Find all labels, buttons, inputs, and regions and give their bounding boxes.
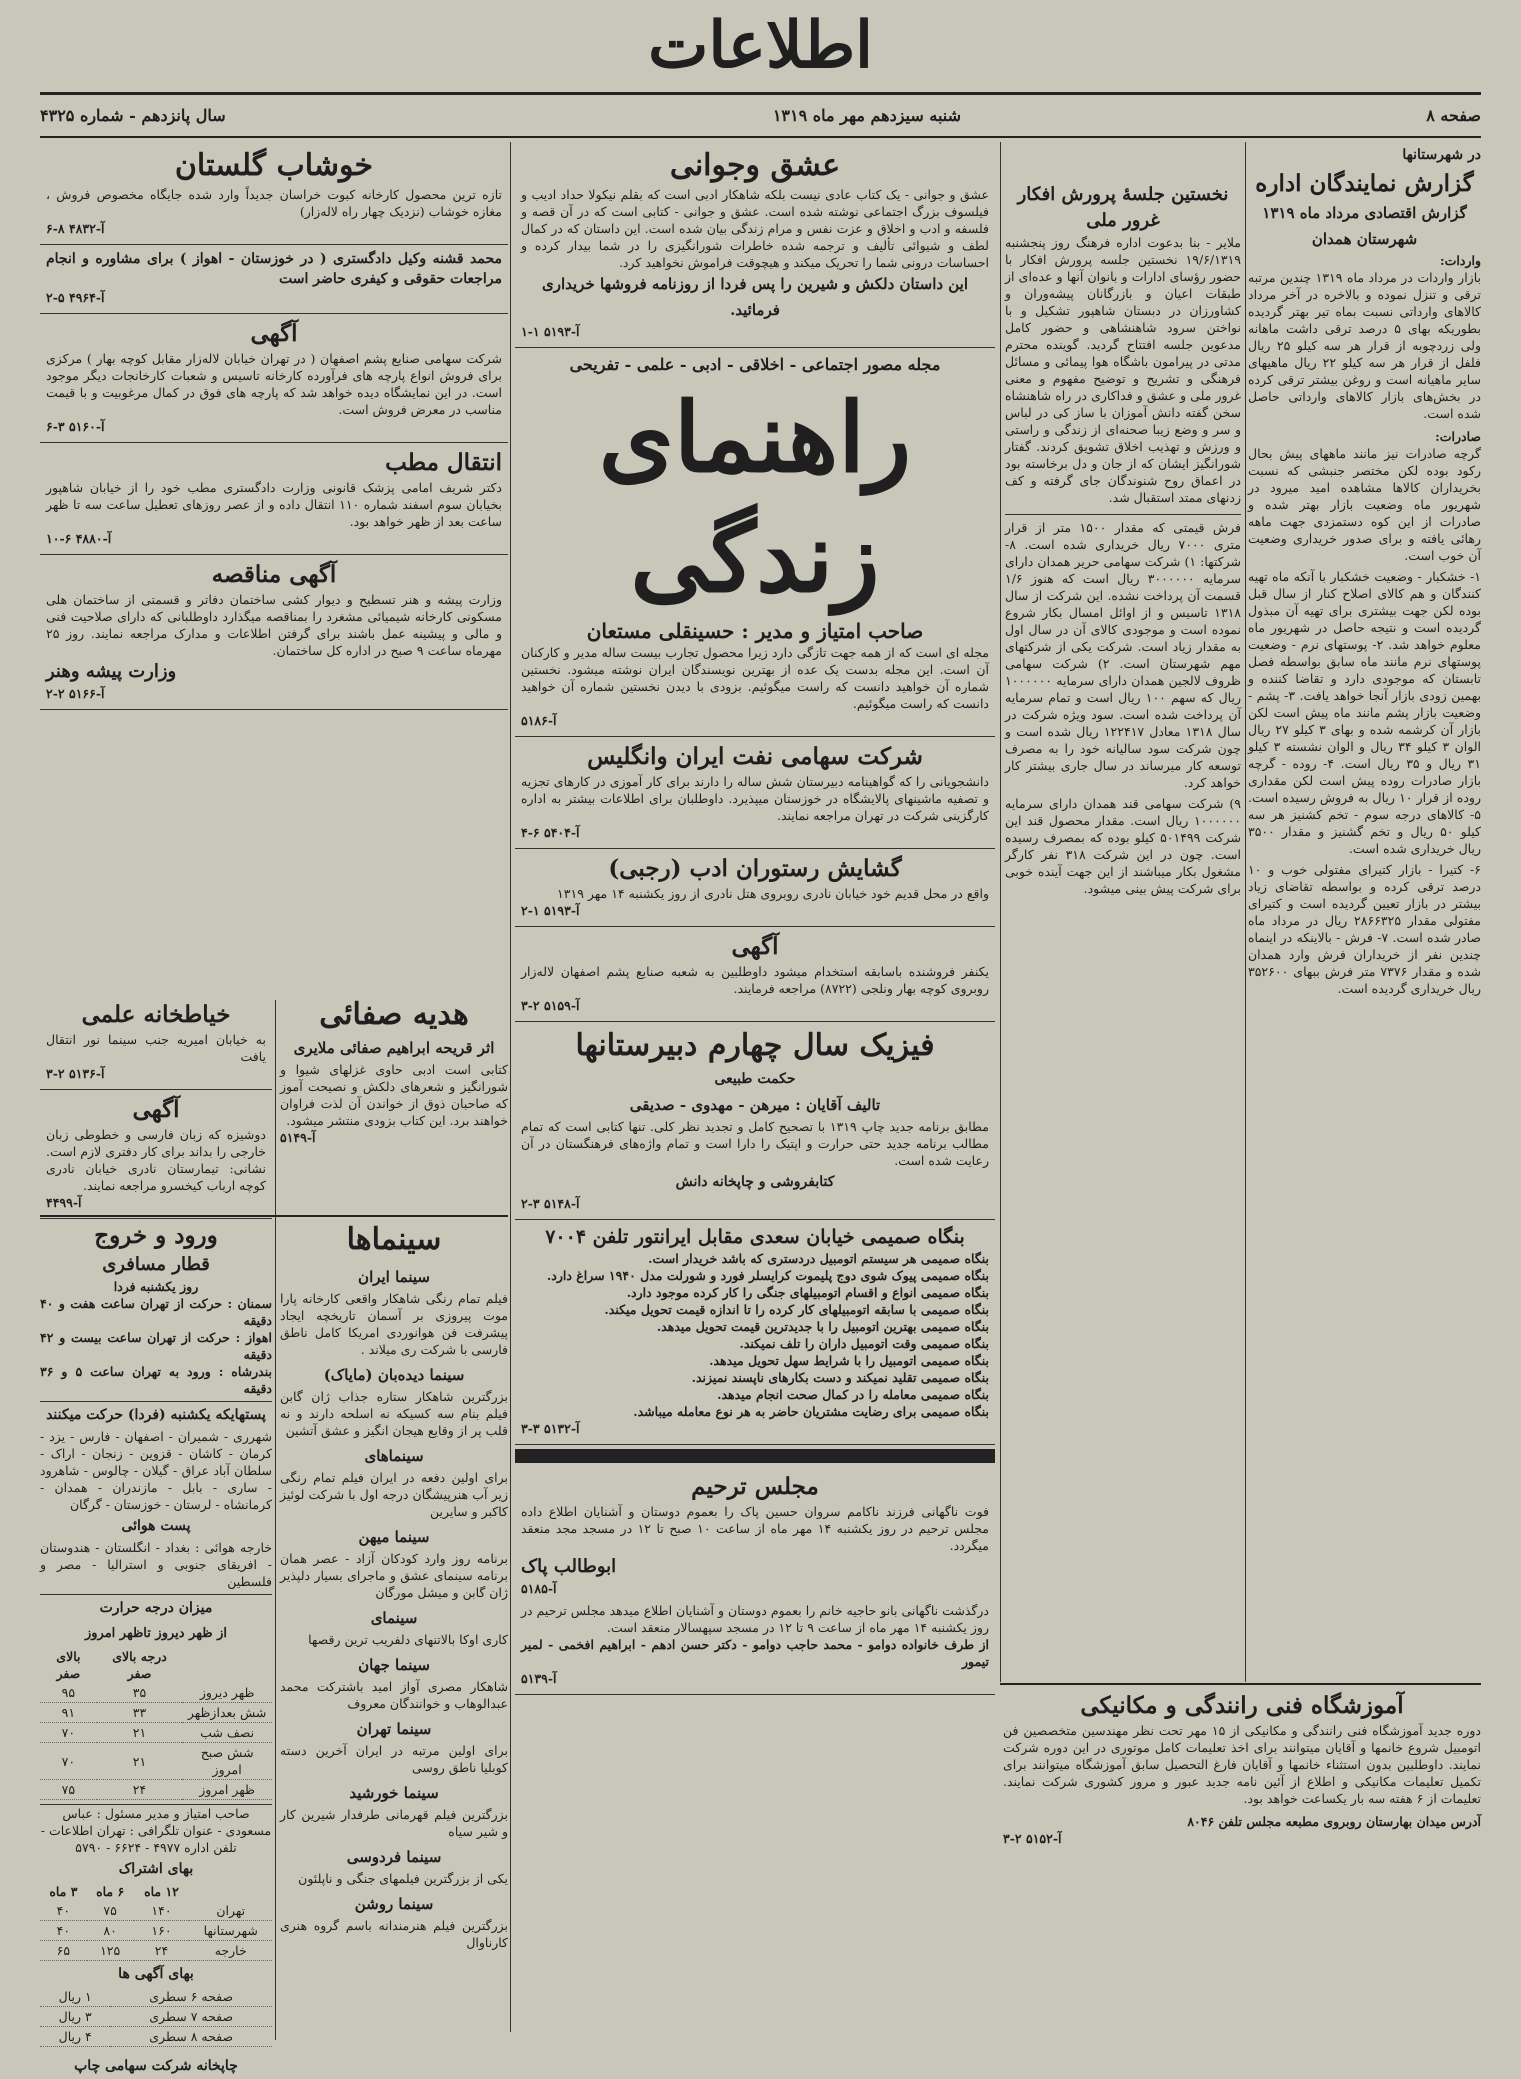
temp-row [40,1780,272,1800]
subs-cell: ۴۰ [40,1921,87,1941]
tender-ad [40,555,508,710]
rahnama-text: مجله ای است که از همه جهت تازگی دارد زیرا محصول تجارب بیست ساله مدیر و کارکنان آن است. این مجله بدست یک عده از بهترین نویسندگان ایران نوشته میشود. نخستین شماره آن خواهید دانست که راست میگوئیم. بزودی با دیدن نخستین شماره آن خواهید دانست که راست میگوئیم. [521,645,989,711]
temperature-block [40,1594,272,1800]
khoshab-title: خوشاب گلستان [174,148,374,183]
eshgh-text: عشق و جوانی - یک کتاب عادی نیست بلکه شاهکار ادبی است که بقلم نیکولا حداد ادیب و فیلسوف بزرگ اجتماعی نوشته شده است. عشق و جوانی - کتابی است که در آن قصه و فلسفه و ادب و اخلاق و عزت نفس و مرام زندگی بیان شده است. این داستان که در کمال لطف و شیوائی تألیف و ترجمه شده خاطرات شورانگیزی را در شما بیدار کرده و احساسات درونی شما را تحریک میکند و هیچوقت فراموش نخواهید کرد. [521,187,989,270]
cinema-title: سینماها [346,1222,442,1257]
newspaper-logo: اطلاعات [648,8,873,83]
air-title: پست هوائی [121,1518,191,1534]
subs-cell: تهران [189,1901,272,1921]
physics-authors: تالیف آقایان : میرهن - مهدوی - صدیقی [629,1096,881,1114]
garage-ad [515,1220,995,1445]
cinema-name: سینما میهن [358,1528,430,1546]
page-number: صفحه ۸ [1426,106,1481,125]
garage-line: بنگاه صمیمی بهترین اتومبیل را با جدیدترین قیمت تحویل میدهد. [656,1319,989,1334]
cinema-item [280,1264,508,1358]
subs-header: ۶ ماه [96,1884,125,1899]
garage-line: بنگاه صمیمی با سابقه اتومبیلهای کار کرده را تا اندازه قیمت تحویل میکند. [604,1302,989,1317]
dateline [40,100,1481,134]
column-provinces [1248,142,1481,1682]
ad-code: آ-۴۸۳۲ ۸-۶ [46,221,105,236]
column-divider [275,1000,276,2040]
subs-header: ۳ ماه [49,1884,78,1899]
mourning-ad [515,1467,995,1695]
subs-cell: ۱۴۰ [134,1901,190,1921]
rahnama-title: راهنمای زندگی [598,381,912,614]
cinema-item [280,1362,508,1439]
restaurant-ad [515,849,995,927]
cinema-item [280,1605,508,1648]
cinema-name: سینما فردوسی [346,1848,442,1866]
post-block [40,1401,272,1590]
train-title: قطار مسافری [102,1254,210,1275]
ads-row [40,2027,272,2047]
cinema-text: برنامه روز وارد کودکان آزاد - عصر همان برنامه سینمای عشق و ماجرای بسیار دلپذیر ژان گابن و میشل مورگان [280,1551,508,1600]
temp-cell: نصف شب [182,1723,272,1743]
train-list [40,1295,272,1397]
clerk-ad [40,1090,272,1219]
temp-header: بالای صفر [56,1649,81,1681]
cinema-name: سینما تهران [356,1720,432,1738]
eshgh-title: عشق وجوانی [669,148,841,183]
temp-cell: ۹۱ [40,1703,97,1723]
imports-text: بازار واردات در مرداد ماه ۱۳۱۹ چندین مرتبه ترقی و تنزل نموده و بالاخره در آخر مرداد کالاهای وارداتی نسبت بماه تیر بهتر گردیده بطوریکه بهای ۵ درصد ترقی داشت ماهانه ولی زردچوبه از قرار هر سه کیلو ۲۵ ریال فلفل از قرار هر سه کیلو ۲۲ ریال ماهیهای سایر ماهیانه است و روغن بیشتر ترقی کرده در بخش‌های بازار کالاهای وارداتی حاصل شده است. [1248,270,1481,421]
school-address: آدرس میدان بهارستان روبروی مطبعه مجلس تلفن ۸۰۴۶ [1187,1814,1481,1829]
temp-cell: ۲۴ [97,1780,182,1800]
subs-row [40,1901,272,1921]
ads-cell: صفحه ۷ سطری [110,2007,272,2027]
tailor-text: به خیابان امیریه جنب سینما نور انتقال یافت [46,1032,266,1064]
sales-title: آگهی [731,933,779,960]
school-title: آموزشگاه فنی رانندگی و مکانیکی [1080,1692,1404,1719]
eshgh-buy: این داستان دلکش و شیرین را پس فردا از روزنامه فروشها خریداری فرمائید. [541,275,969,319]
ads-cell: صفحه ۶ سطری [110,1987,272,2007]
travel-info [40,1220,272,2074]
physics-text: مطابق برنامه جدید چاپ ۱۳۱۹ با تصحیح کامل و تجدید نظر کلی. تنها کتابی است که تمام مطالب برنامه جدید حتی حرارت و اپتیک را دارا است و تمام واژه‌های فرهنگستان در آن رعایت شده است. [521,1119,990,1168]
temp-cell: ۳۵ [97,1683,182,1703]
wool-ad [40,314,508,443]
subs-row [40,1941,272,1961]
garage-title: بنگاه صمیمی خیابان سعدی مقابل ایرانتور تلفن ۷۰۰۴ [545,1226,965,1248]
exports-text: گرچه صادرات نیز مانند ماههای پیش بحال رکود بوده لکن مختصر جنبشی که نسبت بخریداران کالاها مشاهده امید میرود در شهریور ماه وضعیت بازار بهتر شده و صادرات از این کوه دستمزدی جهت ماهه رهائی یافته و برای صدور خریداری وضعیت آن خوب است. [1248,446,1481,563]
clinic-text: دکتر شریف امامی پزشک قانونی وزارت دادگستری مطب خود را از خیابان شاهپور بخیابان سوم اسفند شماره ۱۱۰ انتقال داده و از عصر روزهای تعطیل ساعت سه تا ظهر ساعت بعد از ظهر خواهد بود. [46,480,503,529]
ads-cell: ۱ ریال [40,1987,110,2007]
cinema-name: سینما ایران [358,1268,430,1286]
section-title: در شهرستانها [1402,147,1481,163]
imports-heading: واردات: [1440,253,1481,268]
economy-text: فرش قیمتی که مقدار ۱۵۰۰ متر از قرار متری ۷۰۰۰ ریال خریداری شده است. ۸- شرکتها: ۱) شرکت سهامی حریر همدان دارای سرمایه ۳۰۰۰۰۰۰ ریال است که هنوز ۱/۶ قسمت آن پرداخت نشده. این شرکت از سال ۱۳۱۸ تاسیس و از اوائل امسال بکار شروع نموده است و موجودی کالای آن در سال اول به مقدار زیاد است. شرکت یکی از شرکتهای مهم شهرستان است. ۲) شرکت سهامی ظروف لالجین همدان دارای سرمایه ۱۰۰۰۰۰۰ ریال که سهم ۱۰۰ ریال است و تمام سرمایه آن پرداخت شده است. سود ویژه شرکت در سال ۱۳۱۸ معادل ۱۲۲۴۱۷ ریال شده است و چون شرکت سود سالیانه خود را به مصرف توسعه کار میرساند در سال جاری بیشتر کار خواهد کرد. [1005,514,1241,791]
ad-code: آ-۵۱۸۶ [521,713,557,728]
temp-cell: ۳۳ [97,1703,182,1723]
clinic-title: انتقال مطب [385,449,502,476]
cinema-text: برای اولین مرتبه در ایران آخرین دسته کوبلیا ناطق روسی [280,1743,508,1775]
temp-cell: ۷۰ [40,1743,97,1780]
physics-ad [515,1022,995,1220]
temp-row [40,1743,272,1780]
lawyer-text: محمد قشنه وکیل دادگستری ( در خوزستان - اهواز ) برای مشاوره و انجام مراجعات حقوقی و کیفری حاضر است [46,251,502,287]
ad-code: آ-۵۱۳۹ [521,1671,557,1686]
masthead [40,6,1481,86]
ad-code: آ-۵۱۵۹ ۲-۳ [521,998,580,1013]
subs-title: بهای اشتراک [118,1861,194,1877]
meeting-text: ملایر - بنا بدعوت اداره فرهنگ روز پنجشنبه ۱۹/۶/۱۳۱۹ نخستین جلسه پرورش افکار با حضور رؤسای ادارات و بانوان آنها و عده‌ای از طبقات اعیان و بازرگانان پیشه‌وران و کشاورزان در دبستان شاهپور تشکیل و با نواختن سرود شاهنشاهی و حضور کامل مدعوین جلسه افتتاح گردید. گوینده محترم مدتی در پیرامون باشگاه هوا پیمائی و مسائل فرهنگی و تشریح و توضیح مفهوم و معنی غرور ملی و عشق و فداکاری در راه شاهنشاه سخن گفته دانش آموزان با ساز کی در لباس و سر و وضع زیبا صحنه‌ای از زندگی و راستی و ورزش و تهذیب اخلاق تشویق کردند. گفتار شورانگیز ایشان که از جان و دل برخاسته بود در اعماق روح شنوندگان جای گرفته و کف زدنهای ممتد استقبال شد. [1005,235,1241,505]
subscription-table [40,1882,272,1961]
cinema-list [280,1264,508,1951]
oil-text: دانشجویانی را که گواهینامه دبیرستان شش ساله را دارند برای کار آموزی در کارهای تجزیه و تصفیه ماشینهای پالایشگاه در خوزستان میپذیرد. داوطلبان برای اطلاعات بیشتر به اداره کارگزینی شرکت در تهران مراجعه نمایند. [521,774,989,823]
khoshab-text: تازه ترین محصول کارخانه کبوت خراسان جدیداً وارد شده جایگاه مخصوص فروش ، مغازه خوشاب (نزدیک چهار راه لاله‌زار) [46,187,502,219]
dateline-rule [40,136,1481,138]
mourning-sign: ابوطالب پاک [521,1556,617,1577]
temp-header-label [182,1647,272,1683]
cinema-text: یکی از بزرگترین فیلمهای جنگی و ناپلئون [298,1871,508,1886]
temp-cell: ظهر دیروز [182,1683,272,1703]
ad-code: آ-۵۴۰۴ ۶-۴ [521,825,580,840]
train-subtitle: روز یکشنبه فردا [113,1279,199,1294]
temp-cell: شش بعدازظهر [182,1703,272,1723]
cinema-text: برای اولین دفعه در ایران فیلم تمام رنگی زیر آب هنرپیشگان درجه اول با شرکت لوئیز کاکبر و سایرین [280,1470,508,1519]
temp-row [40,1683,272,1703]
temp-row [40,1703,272,1723]
school-text: دوره جدید آموزشگاه فنی رانندگی و مکانیکی از ۱۵ مهر تحت نظر مهندسین متخصصین فن اتومبیل شروع خانمها و آقایان میتوانند برای اخذ تعلیمات کامل موتوری در این دوره شرکت نمایند. داوطلبین بدون استثناء خانمها و آقایان فارغ التحصیل سابق آموزشگاه میتوانند برای تکمیل تعلیمات مکانیکی و اطلاع از آئین نامه جدید عبور و مرور کشوری شرکت نمایند. تعلیمات از ۶ هفته سه بار یکساعت خواهد بود. [1003,1723,1481,1806]
rahnama-owner: صاحب امتیاز و مدیر : حسینقلی مستعان [586,619,924,643]
subs-cell: خارجه [189,1941,272,1961]
temp-cell: ۲۱ [97,1743,182,1780]
meeting-subtitle: غرور ملی [1086,210,1160,231]
temp-cell: ۷۰ [40,1723,97,1743]
column-divider [1245,142,1246,1682]
garage-line: بنگاه صمیمی هر سیستم اتومبیل دردستری که باشد خریدار است. [648,1251,989,1266]
restaurant-title: گشایش رستوران ادب (رجبی) [608,855,902,882]
ads-title: بهای آگهی ها [118,1966,194,1982]
garage-line: بنگاه صمیمی معامله را در کمال صحت انجام میدهد. [717,1387,989,1402]
subs-row [40,1921,272,1941]
oil-ad [515,737,995,849]
physics-publisher: کتابفروشی و چاپخانه دانش [675,1174,835,1190]
mourning-text: فوت ناگهانی فرزند ناکامم سروان حسین پاک را بعموم دوستان و آشنایان اطلاع داده مجلس ترحیم در روز یکشنبه ۱۴ مهر ماه از ساعت ۱۰ صبح تا ۱۲ در مسجد مجد منعقد میگردد. [521,1504,989,1553]
column-culture [1005,142,1241,1682]
cinema-text: کاری اوکا بالاتنهای دلفریب ترین رقصها [308,1632,508,1647]
ad-code: آ-۵۱۸۵ [521,1581,557,1596]
masthead-rule [40,92,1481,95]
ad-code: آ-۵۱۵۲ ۲-۳ [1003,1831,1062,1846]
printer-title: چاپخانه شرکت سهامی چاپ [74,2058,238,2074]
garage-line: بنگاه صمیمی پیوک شوی دوج پلیموت کرایسلر فورد و شورلت مدل ۱۹۴۰ سراغ دارد. [546,1268,989,1283]
cinema-text: شاهکار مصری آواز امید باشترکت محمد عبدالوهاب و خوانندگان معروف [280,1679,508,1711]
credits-block [40,1804,272,2079]
temp-row [40,1723,272,1743]
mourning2-text: درگذشت ناگهانی بانو حاجیه خانم را بعموم دوستان و آشنایان اطلاع میدهد مجلس ترحیم در روز یکشنبه ۱۴ مهر ماه از ساعت ۹ تا ۱۲ در مسجد سپهسالار منعقد است. [521,1603,989,1635]
year-issue: سال پانزدهم - شماره ۴۳۲۵ [40,106,226,125]
tailor-ads [40,995,272,1215]
cinema-name: سینماهای [364,1447,424,1465]
meeting-title: نخستین جلسهٔ پرورش افکار [1017,184,1229,205]
garage-line: بنگاه صمیمی وقت اتومبیل داران را تلف نمیکند. [739,1336,989,1351]
garage-line: بنگاه صمیمی تقلید نمیکند و دست بکارهای ناپسند نمیزند. [691,1370,989,1385]
temp-subtitle: از ظهر دیروز تاظهر امروز [84,1626,228,1641]
cinema-text: بزرگترین فیلم هنرمندانه باسم گروه هنری کارناوال [280,1918,508,1950]
ad-code: آ-۵۱۶۰ ۳-۶ [46,419,105,434]
sales-ad [515,927,995,1022]
cinema-name: سینما جهان [358,1656,430,1674]
clinic-ad [40,443,508,555]
temp-header: درجه بالای صفر [112,1649,167,1681]
clerk-title: آگهی [132,1096,180,1123]
ads-cell: ۴ ریال [40,2027,110,2047]
subs-cell: ۶۵ [40,1941,87,1961]
ads-cell: صفحه ۸ سطری [110,2027,272,2047]
sales-text: یکنفر فروشنده باسابقه استخدام میشود داوطلبین به شعبه صنایع پشم اصفهان لاله‌زار روبروی کوچه بهار ونلجی (۸۷۲۲) مراجعه فرمایند. [521,964,989,996]
post-title: پستهایکه یکشنبه (فردا) حرکت میکنند [46,1407,266,1423]
gift-author: اثر قریحه ابراهیم صفائی ملایری [293,1039,495,1057]
ad-code: آ-۵۱۹۳ ۱-۱ [521,324,580,339]
tailor-ad [40,995,272,1090]
cinema-name: سینما دیده‌بان (مایاک) [323,1366,465,1384]
mourning2-sign: از طرف خانواده دوامو - محمد حاجب دوامو - دکتر حسن ادهم - ابراهیم افخمی - لمیر تیمور [521,1637,989,1669]
cinema-item [280,1443,508,1520]
ad-code: آ-۵۱۳۶ ۲-۳ [46,1066,105,1081]
clerk-text: دوشیزه که زبان فارسی و خطوطی زبان خارجی را بداند برای کار دفتری لازم است. نشانی: تیمارستان نادری خیابان نادری کوچه ارباب کیخسرو مراجعه نمایند. [46,1127,266,1193]
temperature-table [40,1647,272,1800]
ad-code: آ-۴۴۹۹ [46,1195,82,1210]
ads-row [40,2007,272,2027]
temp-cell: ۹۵ [40,1683,97,1703]
exports-heading: صادرات: [1435,429,1481,444]
subs-cell: ۱۲۵ [87,1941,134,1961]
cinema-item [280,1652,508,1712]
school-rule [1000,1683,1481,1685]
gift-text: کتابی است ادبی حاوی غزلهای شیوا و شورانگیز و شعرهای دلکش و نصیحت آموز که صاحبان ذوق از خواندن آن لذت فراوان خواهند برد. این کتاب بزودی منتشر میشود. [280,1062,508,1128]
cinema-item [280,1716,508,1776]
issue-date: شنبه سیزدهم مهر ماه ۱۳۱۹ [772,106,961,125]
items-text: ۱- خشکبار - وضعیت خشکبار با آنکه ماه تهیه کنندگان و هم کالای اصلاح کنار از سال قبل بوده لکن جهت بیشتری برای تهیه آن مبذول گردیده است و نتیجه حاصل در شهریور ماه معلوم خواهد شد. ۲- پوستهای نرم - وضعیت پوستهای نرم مانند ماه سابق بواسطه فصل تابستان که موجودی دارد و تقاضا کننده و بهمین زودی بازار آنجا خواهد یافت. ۳- پشم - وضعیت بازار پشم مانند ماه پیش است لکن بازار آن کرشمه شده و بهای ۳ کیلو ۲۷ ریال الوان ۳ کیلو ۳۴ ریال و الوان نشسته ۳ کیلو ۳۱ ریال و ۳۵ ریال است. ۴- روده - گرچه بازار صادرات روده پیش است لکن مقداری روده از قرار ۱۰ ریال به فروش رسیده است. ۵- کالاهای درجه سوم - تخم کشنیز هر سه کیلو ۵۰ ریال و تخم گشنیز و مقدار ۳۵۰۰ ریال خریداری شده است. [1248,569,1482,856]
ad-code: آ-۴۹۶۴ ۵-۲ [46,290,105,305]
subs-header: ۱۲ ماه [144,1884,179,1899]
travel-title: ورود و خروج [94,1222,218,1249]
physics-subtitle: حکمت طبیعی [714,1071,796,1087]
mourning-title: مجلس ترحیم [691,1473,819,1500]
temp-cell: ۲۱ [97,1723,182,1743]
gift-ad [280,995,508,1185]
subs-cell: ۸۰ [87,1921,134,1941]
report-subtitle: گزارش اقتصادی مرداد ماه ۱۳۱۹ شهرستان همدان [1262,204,1467,248]
agri-text: ۶- کتیرا - بازار کتیرای مفتولی خوب و ۱۰ درصد ترقی کرده و بواسطه تقاضای زیاد بیشتر در بازار تعیین گردیده است و کتیرای مفتولی مقدار ۲۸۶۶۳۲۵ ریال در مرداد ماه صادر شده است. ۷- فرش - بالاینکه در اینماه چندین نفر از خریداران فرش وارد همدان شده و مقدار ۷۳۷۶ متر فرش ببهای ۳۵۲۶۰۰ ریال خریداری گردیده است. [1248,862,1482,996]
ad-code: آ-۵۱۶۶ ۲-۲ [46,686,105,701]
cinema-item [280,1524,508,1601]
ads-row [40,1987,272,2007]
wool-title: آگهی [250,320,298,347]
cinema-name: سینمای [370,1609,418,1627]
physics-title: فیزیک سال چهارم دبیرستانها [575,1028,935,1063]
subs-cell: ۷۵ [87,1901,134,1921]
ad-code: آ-۵۱۴۹ [280,1130,316,1145]
column-divider [1000,142,1001,1682]
ad-code: آ-۵۱۴۸ ۳-۲ [521,1196,580,1211]
train-line: بندرشاه : ورود به تهران ساعت ۵ و ۳۶ دقیقه [40,1364,272,1396]
cinema-text: بزرگترین شاهکار ستاره جذاب ژان گابن فیلم بنام سه کسیکه نه اسلحه دارند و نه قلب پر از وقایع هیجان انگیز و عشق آتشین [280,1389,508,1438]
section-rule [40,1215,508,1217]
ads-cell: ۳ ریال [40,2007,110,2027]
subs-cell: ۱۶۰ [134,1921,190,1941]
restaurant-text: واقع در محل قدیم خود خیابان نادری روبروی هتل نادری از روز یکشنبه ۱۴ مهر ۱۳۱۹ [557,886,989,901]
wool-text: شرکت سهامی صنایع پشم اصفهان ( در تهران خیابان لاله‌زار مقابل کوچه بهار ) مرکزی برای فروش انواع پارچه های فرآورده کارخانه تاسیس و شعبات کارخانجات دیگر موجود است. در این نمایشگاه دیده خواهد شد که پارچه های فوق در کمال مرغوبیت و با قیمت مناسب در معرض فروش است. [46,351,502,417]
subs-header-label [189,1882,272,1901]
rahnama-ad [515,348,995,737]
temp-title: میزان درجه حرارت [99,1600,213,1616]
post-text: شهرری - شمیران - اصفهان - فارس - یزد - کرمان - کاشان - قزوین - زنجان - اراک - سلطان آباد عراق - گیلان - چالوس - شاهرود - ساری - بابل - مازندران - همدان - کرمانشاه - لرستان - خوزستان - گرگان [40,1429,272,1512]
garage-line: بنگاه صمیمی اتومبیل را با شرایط سهل تحویل میدهد. [709,1353,989,1368]
lawyer-ad [40,245,508,314]
tender-text: وزارت پیشه و هنر تسطیح و دیوار کشی ساختمان دفاتر و قسمتی از ساختمان هلی مسکونی کارخانه شیمیائی مشغرد را بمناقصه میگذارد داوطلبانی که دارای صلاحیت فنی و مالی و پیشینه عمل باشند برای گرفتن اطلاعات و مدارک مراجعه نمایند. روز ۲۵ مهرماه ساعت ۹ صبح در اداره کل ساختمان. [46,592,502,658]
garage-line: بنگاه صمیمی انواع و اقسام اتومبیلهای جنگی را کار کرده موجود دارد. [626,1285,989,1300]
column-center [515,142,995,2032]
report-title: گزارش نمایندگان اداره [1255,170,1474,197]
ad-code: آ-۵۱۹۳ ۱-۲ [521,903,580,918]
cinema-item [280,1844,508,1887]
cinema-text: بزرگترین فیلم قهرمانی طرفدار شیرین کار و شیر سیاه [280,1807,508,1839]
subs-cell: ۴۰ [40,1901,87,1921]
cinema-listings [280,1220,508,2040]
tender-title: آگهی مناقصه [211,561,337,588]
train-line: اهواز : حرکت از تهران ساعت بیست و ۴۲ دقیقه [40,1330,272,1362]
temp-cell: شش صبح امروز [182,1743,272,1780]
temp-cell: ظهر امروز [182,1780,272,1800]
eshgh-ad [515,142,995,348]
ad-code: آ-۴۸۸۰ ۶-۱۰ [46,531,112,546]
subs-cell: ۲۴ [134,1941,190,1961]
school-ad [1003,1690,1481,2000]
column-divider [510,142,511,2032]
column-ads [40,142,508,992]
black-divider [515,1449,995,1463]
ad-code: آ-۵۱۳۲ ۳-۳ [521,1421,580,1436]
subs-cell: شهرستانها [189,1921,272,1941]
air-text: خارجه هوائی : بغداد - انگلستان - هندوستان - افریقای جنوبی و استرالیا - مصر و فلسطین [40,1540,272,1589]
khoshab-ad [40,142,508,245]
oil-title: شرکت سهامی نفت ایران وانگلیس [587,743,923,770]
cinema-text: فیلم تمام رنگی شاهکار واقعی کارخانه پارا موت پیروزی بر آسمان تاریخچه ایجاد پیشرفت فن هوانوردی امریکا کامل ناطق فارسی با شرکت ری میلاند . [280,1291,508,1357]
tender-sign: وزارت پیشه وهنر [46,661,177,682]
ads-price-table [40,1987,272,2047]
temp-cell: ۷۵ [40,1780,97,1800]
train-line: سمنان : حرکت از تهران ساعت هفت و ۴۰ دقیقه [40,1296,272,1328]
garage-list [521,1250,989,1420]
garage-line: بنگاه صمیمی برای رضایت مشتریان حاضر به هر نوع معامله میباشد. [633,1404,989,1419]
cinema-name: سینما خورشید [349,1784,439,1802]
tailor-title: خیاطخانه علمی [81,1001,231,1028]
cinema-item [280,1891,508,1951]
gift-title: هدیه صفائی [319,997,469,1032]
cinema-item [280,1780,508,1840]
magazine-line: مجله مصور اجتماعی - اخلاقی - ادبی - علمی - تفریحی [569,355,941,374]
economy-text-2: ۹) شرکت سهامی قند همدان دارای سرمایه ۱۰۰۰۰۰۰ ریال است. مقدار محصول قند این شرکت ۵۰۱۴۹۹ کیلو بوده که بمصرف رسیده است. چون در این شرکت ۳۱۸ نفر کارگر مشغول بکار میباشند از این جهت آینده خوبی برای شرکت پیش بینی میشود. [1005,796,1242,896]
credits-text: صاحب امتیاز و مدیر مسئول : عباس مسعودی - عنوان تلگرافی : تهران اطلاعات - تلفن اداره ۴۹۷۷ - ۶۶۲۴ - ۵۷۹۰ [40,1806,272,1855]
cinema-name: سینما روشن [354,1895,434,1913]
